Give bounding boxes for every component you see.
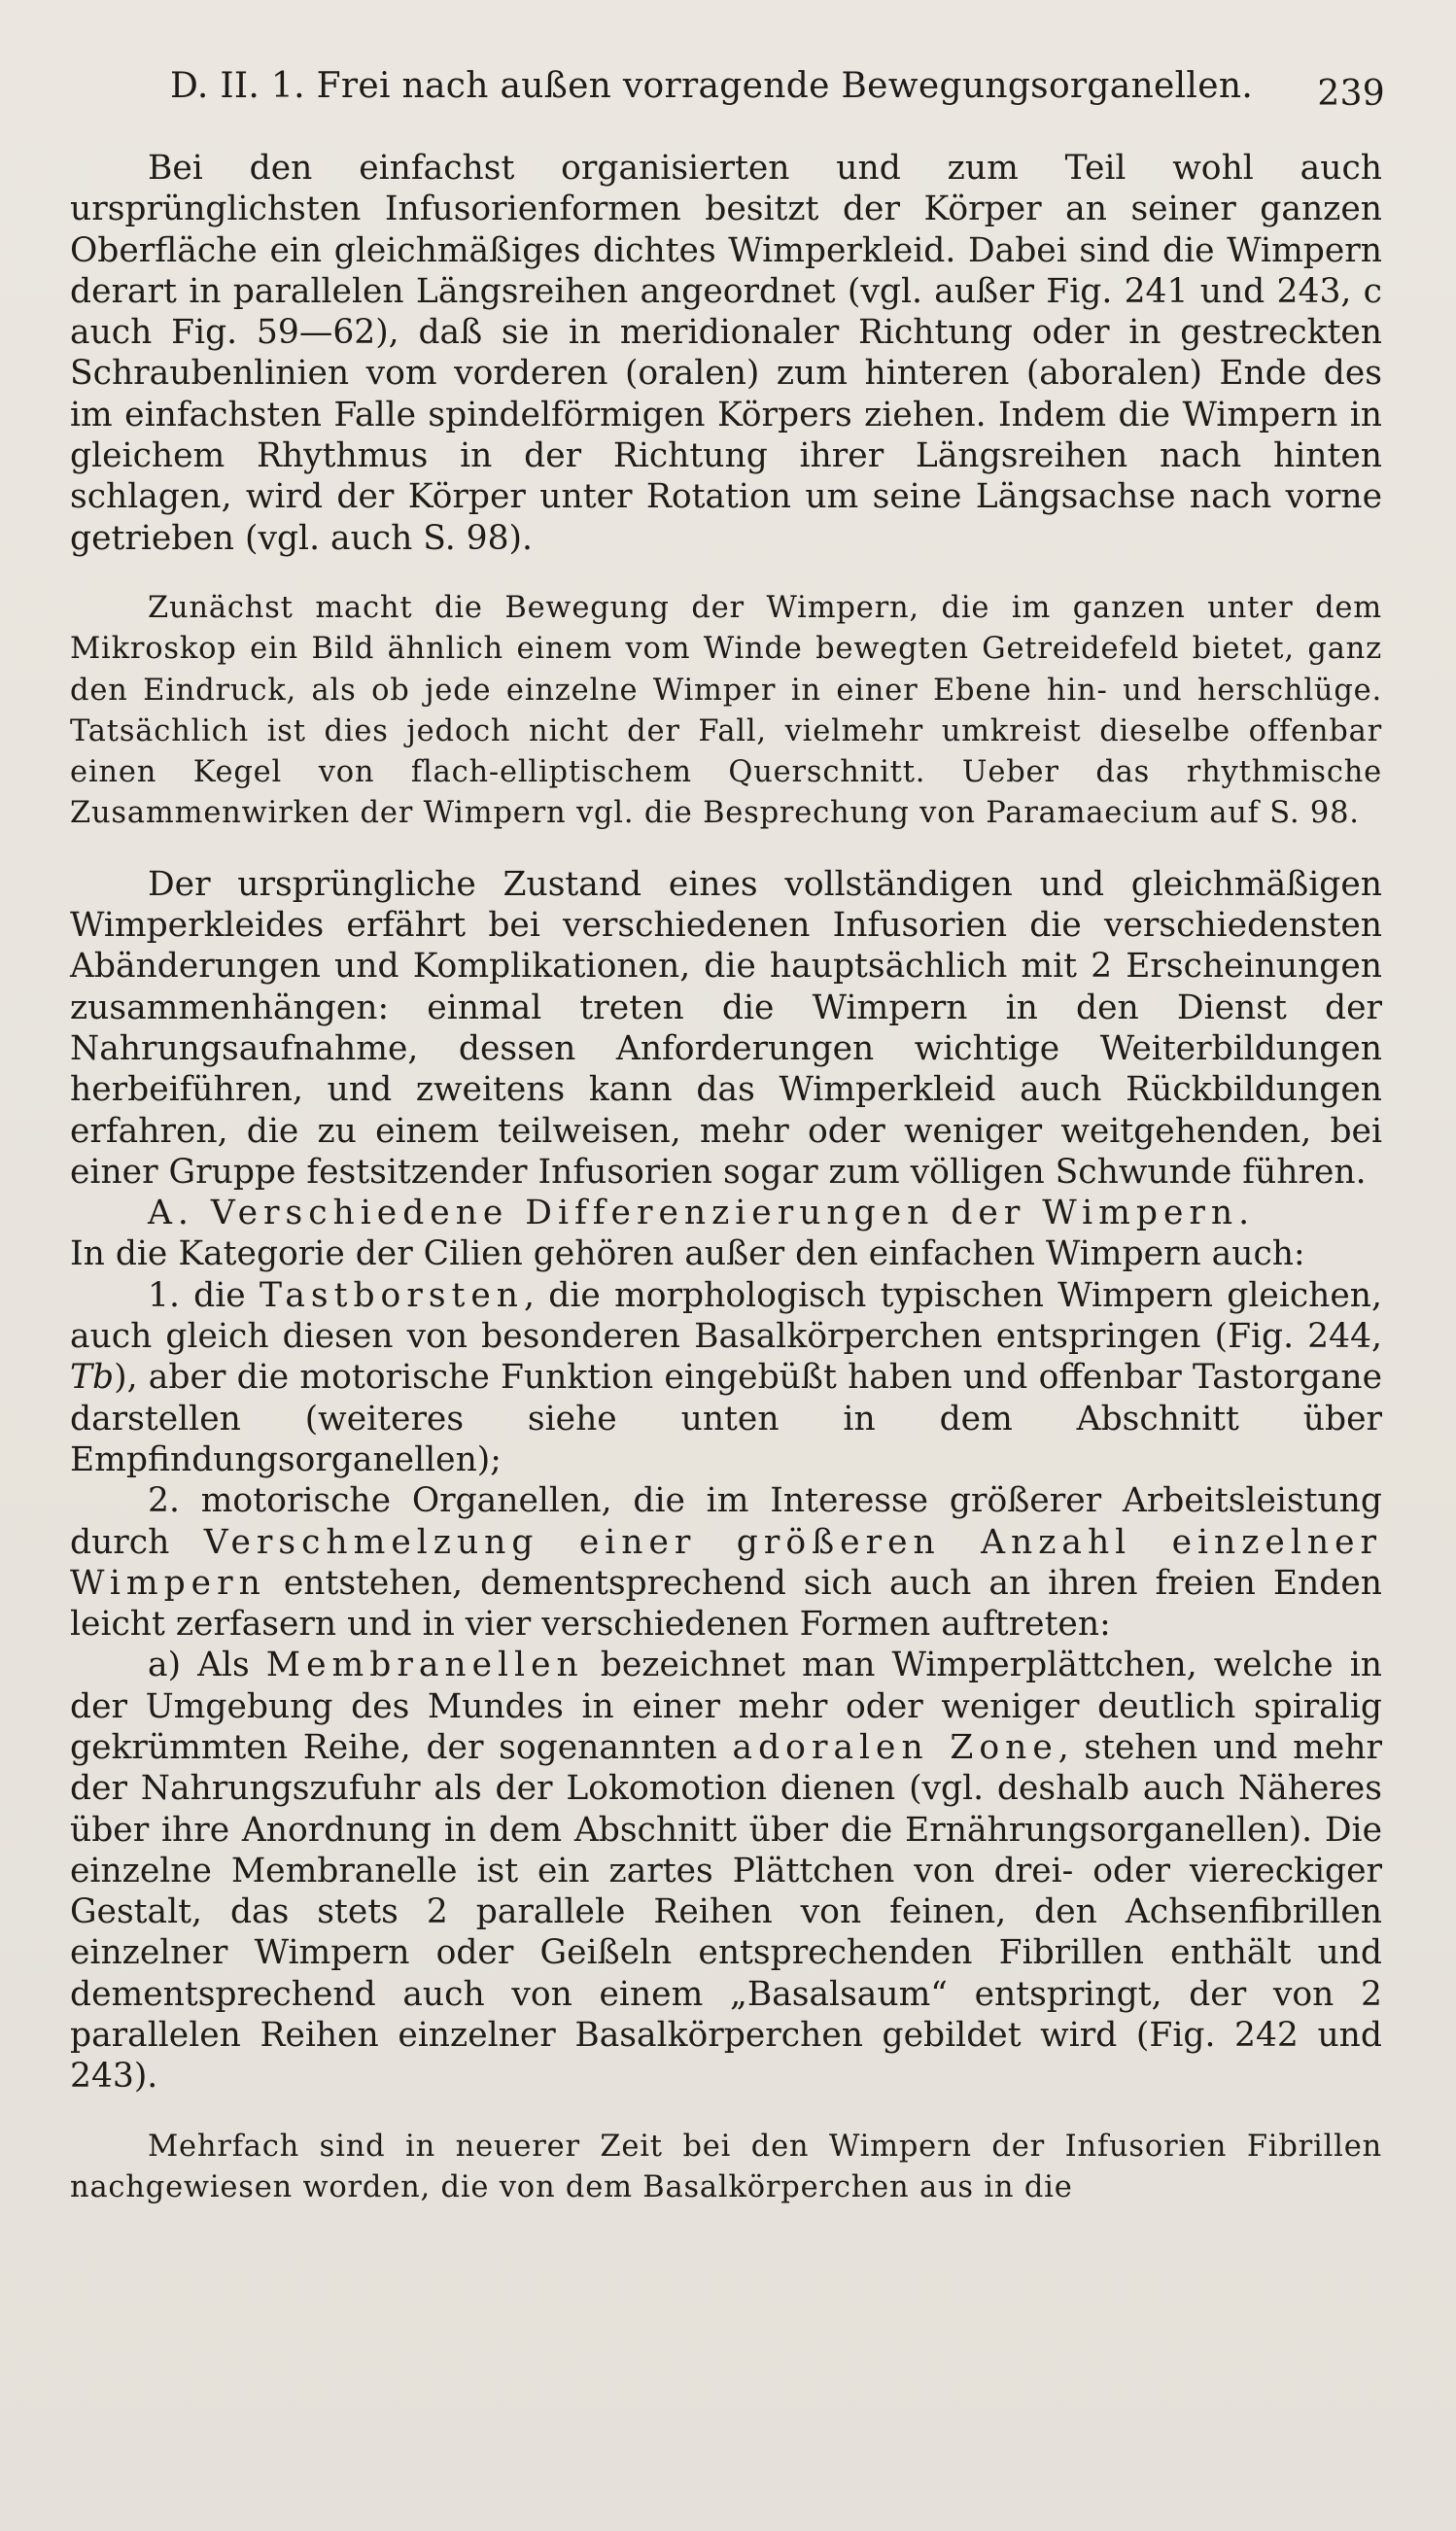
item1-figure-ref: Tb <box>70 1358 115 1398</box>
paragraph-ciliation: Bei den einfachst organisierten und zum Teil wohl auch ursprünglichsten Infusorienformen besitzt der Körper an seiner ganzen Oberfläche ein gleichmäßiges dichtes Wimperkleid. Dabei sind die Wimpern derart in parallelen Längsreihen angeordnet (vgl. außer Fig. 241 und 243, c auch Fig. 59—62), daß sie in meridionaler Richtung oder in gestreckten Schraubenlinien vom vorderen (oralen) zum hinteren (aboralen) Ende des im einfachsten Falle spindelförmigen Körpers ziehen. Indem die Wimpern in gleichem Rhythmus in der Richtung ihrer Längsreihen nach hinten schlagen, wird der Körper unter Rotation um seine Längsachse nach vorne getrieben (vgl. auch S. 98). <box>70 149 1382 558</box>
item2a-term-membranellen: Membranellen <box>265 1646 584 1685</box>
section-a-heading: A. Verschiedene Differenzierungen der Wimpern. <box>148 1194 1256 1233</box>
section-a-heading-paragraph <box>70 1193 1382 1233</box>
item1-term: Tastborsten <box>260 1275 525 1315</box>
page-number: 239 <box>1317 74 1385 114</box>
paragraph-small-print: Zunächst macht die Bewegung der Wimpern, die im ganzen unter dem Mikroskop ein Bild ähnlich einem vom Winde bewegten Getreidefeld bietet, ganz den Eindruck, als ob jede einzelne Wimper in einer Ebene hin- und herschlüge. Tatsächlich ist dies jedoch nicht der Fall, vielmehr umkreist dieselbe offenbar einen Kegel von flach-elliptischem Querschnitt. Ueber das rhythmische Zusammenwirken der Wimpern vgl. die Besprechung von Paramaecium auf S. 98. <box>70 590 1382 831</box>
item2-text: entstehen, dementsprechend sich auch an ihren freien Enden leicht zerfasern und in vier verschiedenen Formen auftreten: <box>70 1563 1382 1645</box>
item2a-lead: a) Als <box>148 1646 266 1685</box>
running-title: D. II. 1. Frei nach außen vorragende Bewegungsorganellen. <box>170 66 1254 106</box>
list-item-1 <box>70 1275 1382 1480</box>
item2-term: Verschmelzung einer größeren Anzahl einzelner Wimpern <box>70 1522 1382 1603</box>
item1-text-part2: ), aber die motorische Funktion eingebüßt haben und offenbar Tastorgane darstellen (weiteres siehe unten in dem Abschnitt über Empfindungsorganellen); <box>70 1358 1382 1479</box>
item1-lead: 1. die <box>148 1275 260 1315</box>
paragraph-fibrils-continued: Mehrfach sind in neuerer Zeit bei den Wimpern der Infusorien Fibrillen nachgewiesen worden, die von dem Basalkörperchen aus in die <box>70 2129 1382 2204</box>
item2a-text-part2: , stehen und mehr der Nahrungszufuhr als der Lokomotion dienen (vgl. deshalb auch Näheres über ihre Anordnung in dem Abschnitt über die Ernährungsorganellen). Die einzelne Membranelle ist ein zartes Plättchen von drei- oder viereckiger Gestalt, das stets 2 parallele Reihen von feinen, den Achsenfibrillen einzelner Wimpern oder Geißeln entsprechenden Fibrillen enthält und dementsprechend auch von einem „Basalsaum“ entspringt, der von 2 parallelen Reihen einzelner Basalkörperchen gebildet wird (Fig. 242 und 243). <box>70 1727 1382 2097</box>
running-header <box>170 66 1385 115</box>
item2a-term-adoral-zone: adoralen Zone <box>732 1727 1058 1767</box>
list-item-2 <box>70 1480 1382 1645</box>
section-a-intro: In die Kategorie der Cilien gehören außer den einfachen Wimpern auch: <box>70 1234 1305 1274</box>
page-body <box>70 148 1382 2208</box>
item2-lead: 2. motorische Organellen, die im Interesse größerer Arbeitsleistung durch <box>70 1481 1382 1562</box>
item2a-text-part1: bezeichnet man Wimperplättchen, welche in der Umgebung des Mundes in einer mehr oder weniger deutlich spiralig gekrümmten Reihe, der sogenannten <box>70 1646 1382 1767</box>
list-item-2a <box>70 1645 1382 2097</box>
paragraph-modifications: Der ursprüngliche Zustand eines vollständigen und gleichmäßigen Wimperkleides erfährt bei verschiedenen Infusorien die verschiedensten Abänderungen und Komplikationen, die hauptsächlich mit 2 Erscheinungen zusammenhängen: einmal treten die Wimpern in den Dienst der Nahrungsaufnahme, dessen Anforderungen wichtige Weiterbildungen herbeiführen, und zweitens kann das Wimperkleid auch Rückbildungen erfahren, die zu einem teilweisen, mehr oder weniger weitgehenden, bei einer Gruppe festsitzender Infusorien sogar zum völligen Schwunde führen. <box>70 864 1382 1192</box>
item1-text-part1: , die morphologisch typischen Wimpern gleichen, auch gleich diesen von besonderen Basalkörperchen entspringen (Fig. 244, <box>70 1275 1382 1357</box>
